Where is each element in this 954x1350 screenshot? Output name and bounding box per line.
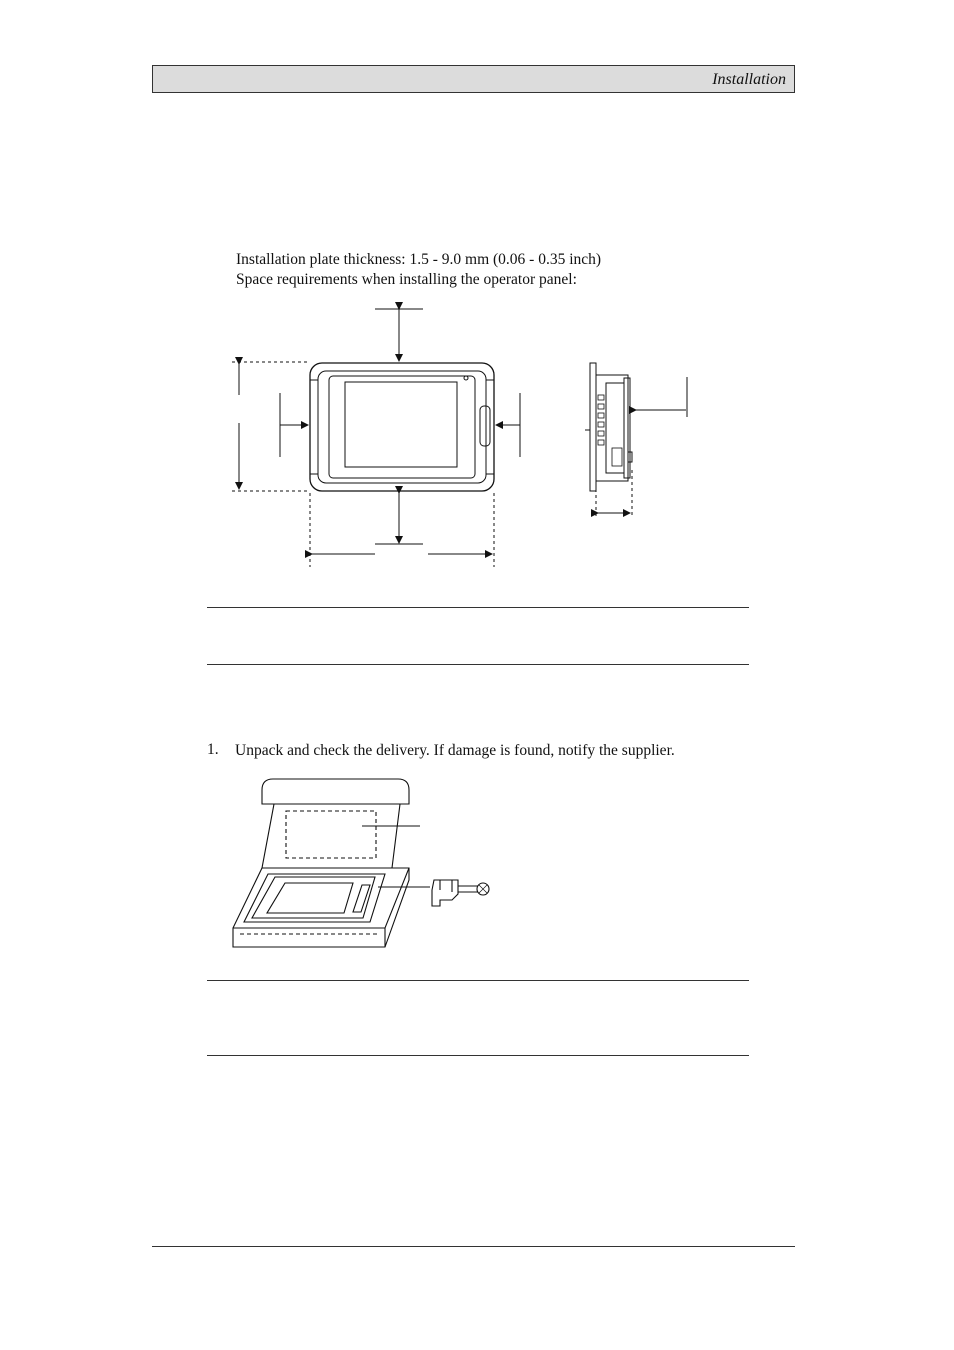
step-number: 1. xyxy=(207,741,219,758)
note-rule-top-2 xyxy=(207,980,749,981)
plate-thickness-text: Installation plate thickness: 1.5 - 9.0 mm (0.06 - 0.35 inch) xyxy=(236,251,602,268)
page-section-title: Installation xyxy=(712,71,786,88)
note-rule-bottom-2 xyxy=(207,1055,749,1056)
step-text: Unpack and check the delivery. If damage is found, notify the supplier. xyxy=(235,742,675,759)
space-requirements-text: Space requirements when installing the operator panel: xyxy=(236,271,577,288)
footer-rule xyxy=(152,1246,795,1247)
